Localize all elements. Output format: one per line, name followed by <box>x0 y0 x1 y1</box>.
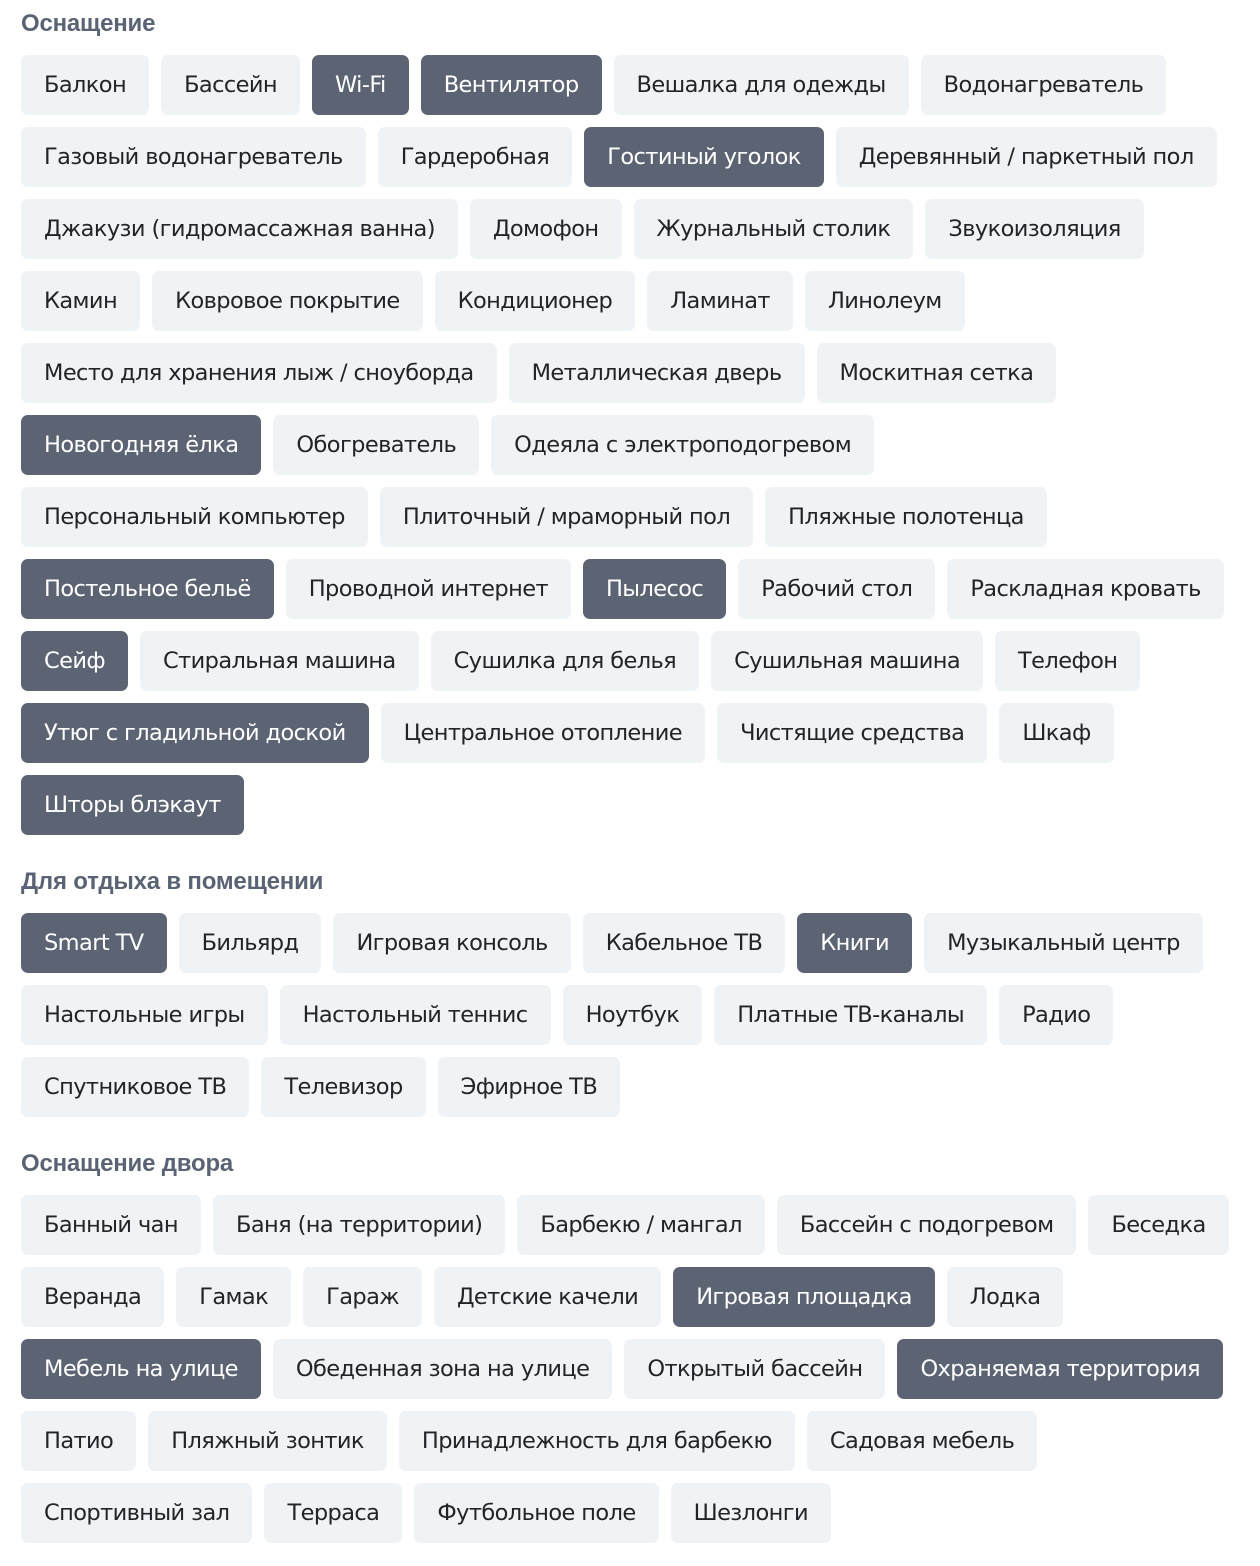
amenity-chip[interactable]: Телефон <box>995 631 1140 691</box>
amenity-chip[interactable]: Журнальный столик <box>634 199 914 259</box>
amenity-chip[interactable]: Телевизор <box>261 1057 425 1117</box>
amenity-chip[interactable]: Бассейн <box>161 55 300 115</box>
amenity-chip[interactable]: Деревянный / паркетный пол <box>836 127 1217 187</box>
amenity-chip-selected[interactable]: Smart TV <box>21 913 167 973</box>
amenity-chip-selected[interactable]: Сейф <box>21 631 128 691</box>
amenity-chip[interactable]: Гамак <box>176 1267 291 1327</box>
amenity-chip[interactable]: Балкон <box>21 55 149 115</box>
amenity-chip[interactable]: Москитная сетка <box>817 343 1057 403</box>
amenity-chip-selected[interactable]: Пылесос <box>583 559 726 619</box>
section-title: Оснащение <box>21 10 156 37</box>
amenity-chip[interactable]: Звукоизоляция <box>925 199 1143 259</box>
amenity-chip[interactable]: Ковровое покрытие <box>152 271 423 331</box>
amenity-chip-selected[interactable]: Игровая площадка <box>673 1267 935 1327</box>
amenity-chip[interactable]: Бильярд <box>179 913 322 973</box>
amenity-chip[interactable]: Принадлежность для барбекю <box>399 1411 795 1471</box>
amenity-chip[interactable]: Спортивный зал <box>21 1483 252 1543</box>
amenity-chip-selected[interactable]: Вентилятор <box>421 55 602 115</box>
amenity-chip[interactable]: Шкаф <box>999 703 1113 763</box>
amenity-chip[interactable]: Детские качели <box>434 1267 661 1327</box>
amenity-chip[interactable]: Рабочий стол <box>738 559 935 619</box>
amenity-chip[interactable]: Футбольное поле <box>414 1483 658 1543</box>
amenity-chip[interactable]: Сушилка для белья <box>431 631 699 691</box>
amenity-chip[interactable]: Место для хранения лыж / сноуборда <box>21 343 497 403</box>
amenity-chip[interactable]: Сушильная машина <box>711 631 983 691</box>
amenity-chip[interactable]: Кондиционер <box>435 271 636 331</box>
amenity-chip[interactable]: Музыкальный центр <box>924 913 1203 973</box>
amenity-chip[interactable]: Гардеробная <box>378 127 573 187</box>
amenity-chip-selected[interactable]: Постельное бельё <box>21 559 274 619</box>
amenity-chip[interactable]: Линолеум <box>805 271 965 331</box>
amenity-chip[interactable]: Беседка <box>1088 1195 1228 1255</box>
chip-group <box>21 913 1231 1117</box>
amenity-chip[interactable]: Радио <box>999 985 1113 1045</box>
amenity-chip[interactable]: Обеденная зона на улице <box>273 1339 612 1399</box>
section-equipment <box>21 8 1231 835</box>
amenity-chip[interactable]: Газовый водонагреватель <box>21 127 366 187</box>
amenity-chip[interactable]: Пляжный зонтик <box>148 1411 387 1471</box>
chip-group <box>21 1195 1231 1543</box>
amenity-chip[interactable]: Веранда <box>21 1267 164 1327</box>
section-title: Для отдыха в помещении <box>21 868 324 895</box>
amenity-chip[interactable]: Настольный теннис <box>280 985 551 1045</box>
amenity-chip[interactable]: Персональный компьютер <box>21 487 368 547</box>
amenity-chip[interactable]: Банный чан <box>21 1195 201 1255</box>
amenity-chip[interactable]: Барбекю / мангал <box>517 1195 765 1255</box>
amenity-chip-selected[interactable]: Книги <box>797 913 912 973</box>
amenity-chip[interactable]: Шезлонги <box>671 1483 831 1543</box>
amenity-chip-selected[interactable]: Охраняемая территория <box>897 1339 1222 1399</box>
amenity-chip[interactable]: Стиральная машина <box>140 631 419 691</box>
chip-group <box>21 55 1231 835</box>
amenity-chip[interactable]: Игровая консоль <box>333 913 570 973</box>
amenity-chip[interactable]: Проводной интернет <box>286 559 571 619</box>
section-indoor-leisure <box>21 866 1231 1117</box>
amenity-chip[interactable]: Эфирное ТВ <box>438 1057 621 1117</box>
amenity-chip-selected[interactable]: Шторы блэкаут <box>21 775 244 835</box>
amenity-chip[interactable]: Пляжные полотенца <box>765 487 1047 547</box>
amenity-chip[interactable]: Патио <box>21 1411 136 1471</box>
amenity-chip-selected[interactable]: Мебель на улице <box>21 1339 261 1399</box>
amenity-chip[interactable]: Одеяла с электроподогревом <box>491 415 874 475</box>
amenity-chip[interactable]: Вешалка для одежды <box>614 55 909 115</box>
amenity-chip[interactable]: Садовая мебель <box>807 1411 1037 1471</box>
amenity-chip[interactable]: Кабельное ТВ <box>583 913 786 973</box>
amenity-chip[interactable]: Платные ТВ-каналы <box>714 985 987 1045</box>
amenity-chip[interactable]: Камин <box>21 271 140 331</box>
amenity-chip[interactable]: Бассейн с подогревом <box>777 1195 1077 1255</box>
amenity-chip-selected[interactable]: Гостиный уголок <box>584 127 823 187</box>
amenity-chip[interactable]: Гараж <box>303 1267 422 1327</box>
amenity-chip-selected[interactable]: Wi-Fi <box>312 55 409 115</box>
amenity-chip[interactable]: Открытый бассейн <box>624 1339 885 1399</box>
amenity-chip[interactable]: Чистящие средства <box>717 703 987 763</box>
amenity-chip-selected[interactable]: Новогодняя ёлка <box>21 415 261 475</box>
amenity-chip[interactable]: Ламинат <box>647 271 793 331</box>
amenity-chip[interactable]: Водонагреватель <box>921 55 1167 115</box>
section-title: Оснащение двора <box>21 1150 234 1177</box>
amenity-chip[interactable]: Плиточный / мраморный пол <box>380 487 753 547</box>
amenity-chip[interactable]: Баня (на территории) <box>213 1195 505 1255</box>
amenity-chip[interactable]: Домофон <box>470 199 622 259</box>
amenity-chip[interactable]: Лодка <box>947 1267 1064 1327</box>
amenity-chip[interactable]: Раскладная кровать <box>947 559 1223 619</box>
amenity-chip-selected[interactable]: Утюг с гладильной доской <box>21 703 369 763</box>
amenity-chip[interactable]: Спутниковое ТВ <box>21 1057 249 1117</box>
amenity-chip[interactable]: Ноутбук <box>563 985 703 1045</box>
amenity-chip[interactable]: Обогреватель <box>273 415 479 475</box>
amenity-chip[interactable]: Джакузи (гидромассажная ванна) <box>21 199 458 259</box>
amenity-chip[interactable]: Терраса <box>264 1483 402 1543</box>
amenity-chip[interactable]: Центральное отопление <box>381 703 705 763</box>
section-yard-equipment <box>21 1148 1231 1543</box>
amenity-chip[interactable]: Металлическая дверь <box>509 343 805 403</box>
amenity-chip[interactable]: Настольные игры <box>21 985 268 1045</box>
